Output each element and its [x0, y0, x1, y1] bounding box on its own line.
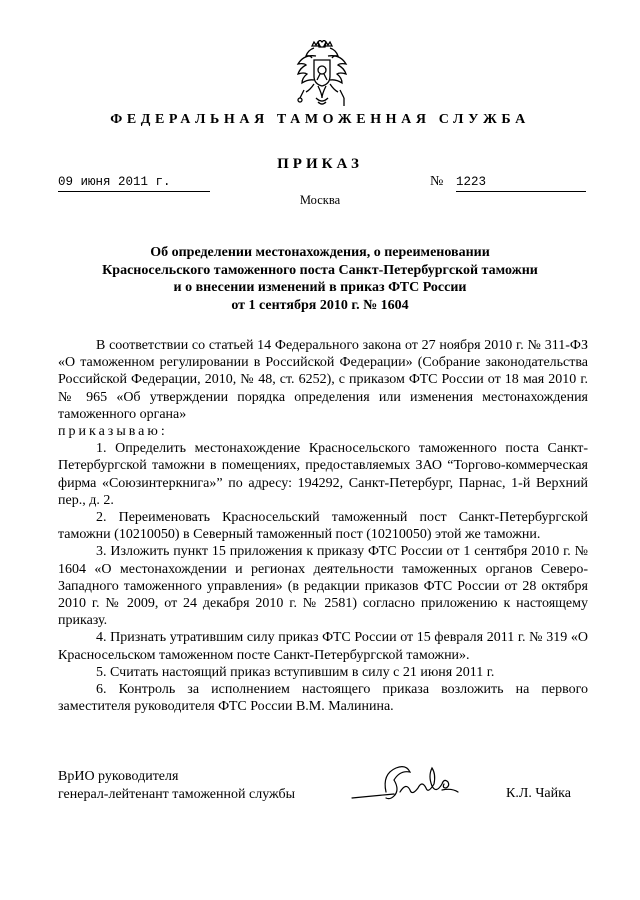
order-date: 09 июня 2011 г.: [58, 175, 210, 192]
subject-line: от 1 сентября 2010 г. № 1604: [231, 297, 409, 313]
order-item: 1. Определить местонахождение Красносельского таможенного поста Санкт-Петербургской таможни в помещениях, предоставляемых ЗАО “Торгово-коммерческая фирма «Союзинтеркнига»” по адресу: 194292, Санкт-Петербург, Парнас, 1-й Верхний пер., д. 2.: [58, 441, 588, 508]
subject-line: Красносельского таможенного поста Санкт-Петербургской таможни: [102, 262, 538, 278]
signatory-title: [58, 768, 295, 804]
subject-line: Об определении местонахождения, о переименовании: [150, 245, 490, 260]
subject-line: и о внесении изменений в приказ ФТС России: [173, 280, 467, 295]
signatory-title-line: генерал-лейтенант таможенной службы: [58, 787, 296, 802]
order-number-value: 1223: [456, 175, 487, 189]
order-item: 6. Контроль за исполнением настоящего приказа возложить на первого заместителя руководителя ФТС России В.М. Малинина.: [58, 682, 588, 715]
signatory-title-line: ВрИО руководителя: [58, 769, 179, 784]
double-headed-eagle-icon: [294, 40, 350, 112]
handwritten-signature: [346, 762, 496, 810]
order-number: [456, 175, 586, 192]
signatory-name: К.Л. Чайка: [506, 786, 571, 801]
document-type: ПРИКАЗ: [277, 156, 363, 172]
city: Москва: [299, 193, 341, 207]
order-subject: [60, 244, 580, 314]
order-body: [58, 337, 588, 715]
order-item: 5. Считать настоящий приказ вступившим в силу с 21 июня 2011 г.: [96, 664, 495, 680]
order-number-label: №: [430, 174, 444, 189]
order-item: 4. Признать утратившим силу приказ ФТС России от 15 февраля 2011 г. № 319 «О Красносельском таможенном посте Санкт-Петербургской таможни».: [58, 630, 588, 663]
order-item: 2. Переименовать Красносельский таможенный пост Санкт-Петербургской таможни (10210050) в Северный таможенный пост (10210050) этой же таможни.: [58, 510, 588, 543]
agency-name: ФЕДЕРАЛЬНАЯ ТАМОЖЕННАЯ СЛУЖБА: [110, 112, 530, 127]
preamble: В соответствии со статьей 14 Федерального закона от 27 ноября 2010 г. № 311-ФЗ «О таможенном регулировании в Российской Федерации» (Собрание законодательства Российской Федерации, 2010, № 48, ст. 6252), с приказом ФТС России от 18 мая 2010 г. № 965 «Об утверждении порядка определения или изменения местонахождения таможенного органа»: [58, 338, 588, 422]
order-item: 3. Изложить пункт 15 приложения к приказу ФТС России от 1 сентября 2010 г. № 1604 «О местонахождении и регионах деятельности таможенных органов Северо-Западного таможенного управления» (в редакции приказов ФТС России от 28 октября 2010 г. № 2009, от 24 декабря 2010 г. № 2581) согласно приложению к настоящему приказу.: [58, 544, 588, 629]
order-word: приказываю:: [58, 424, 168, 440]
